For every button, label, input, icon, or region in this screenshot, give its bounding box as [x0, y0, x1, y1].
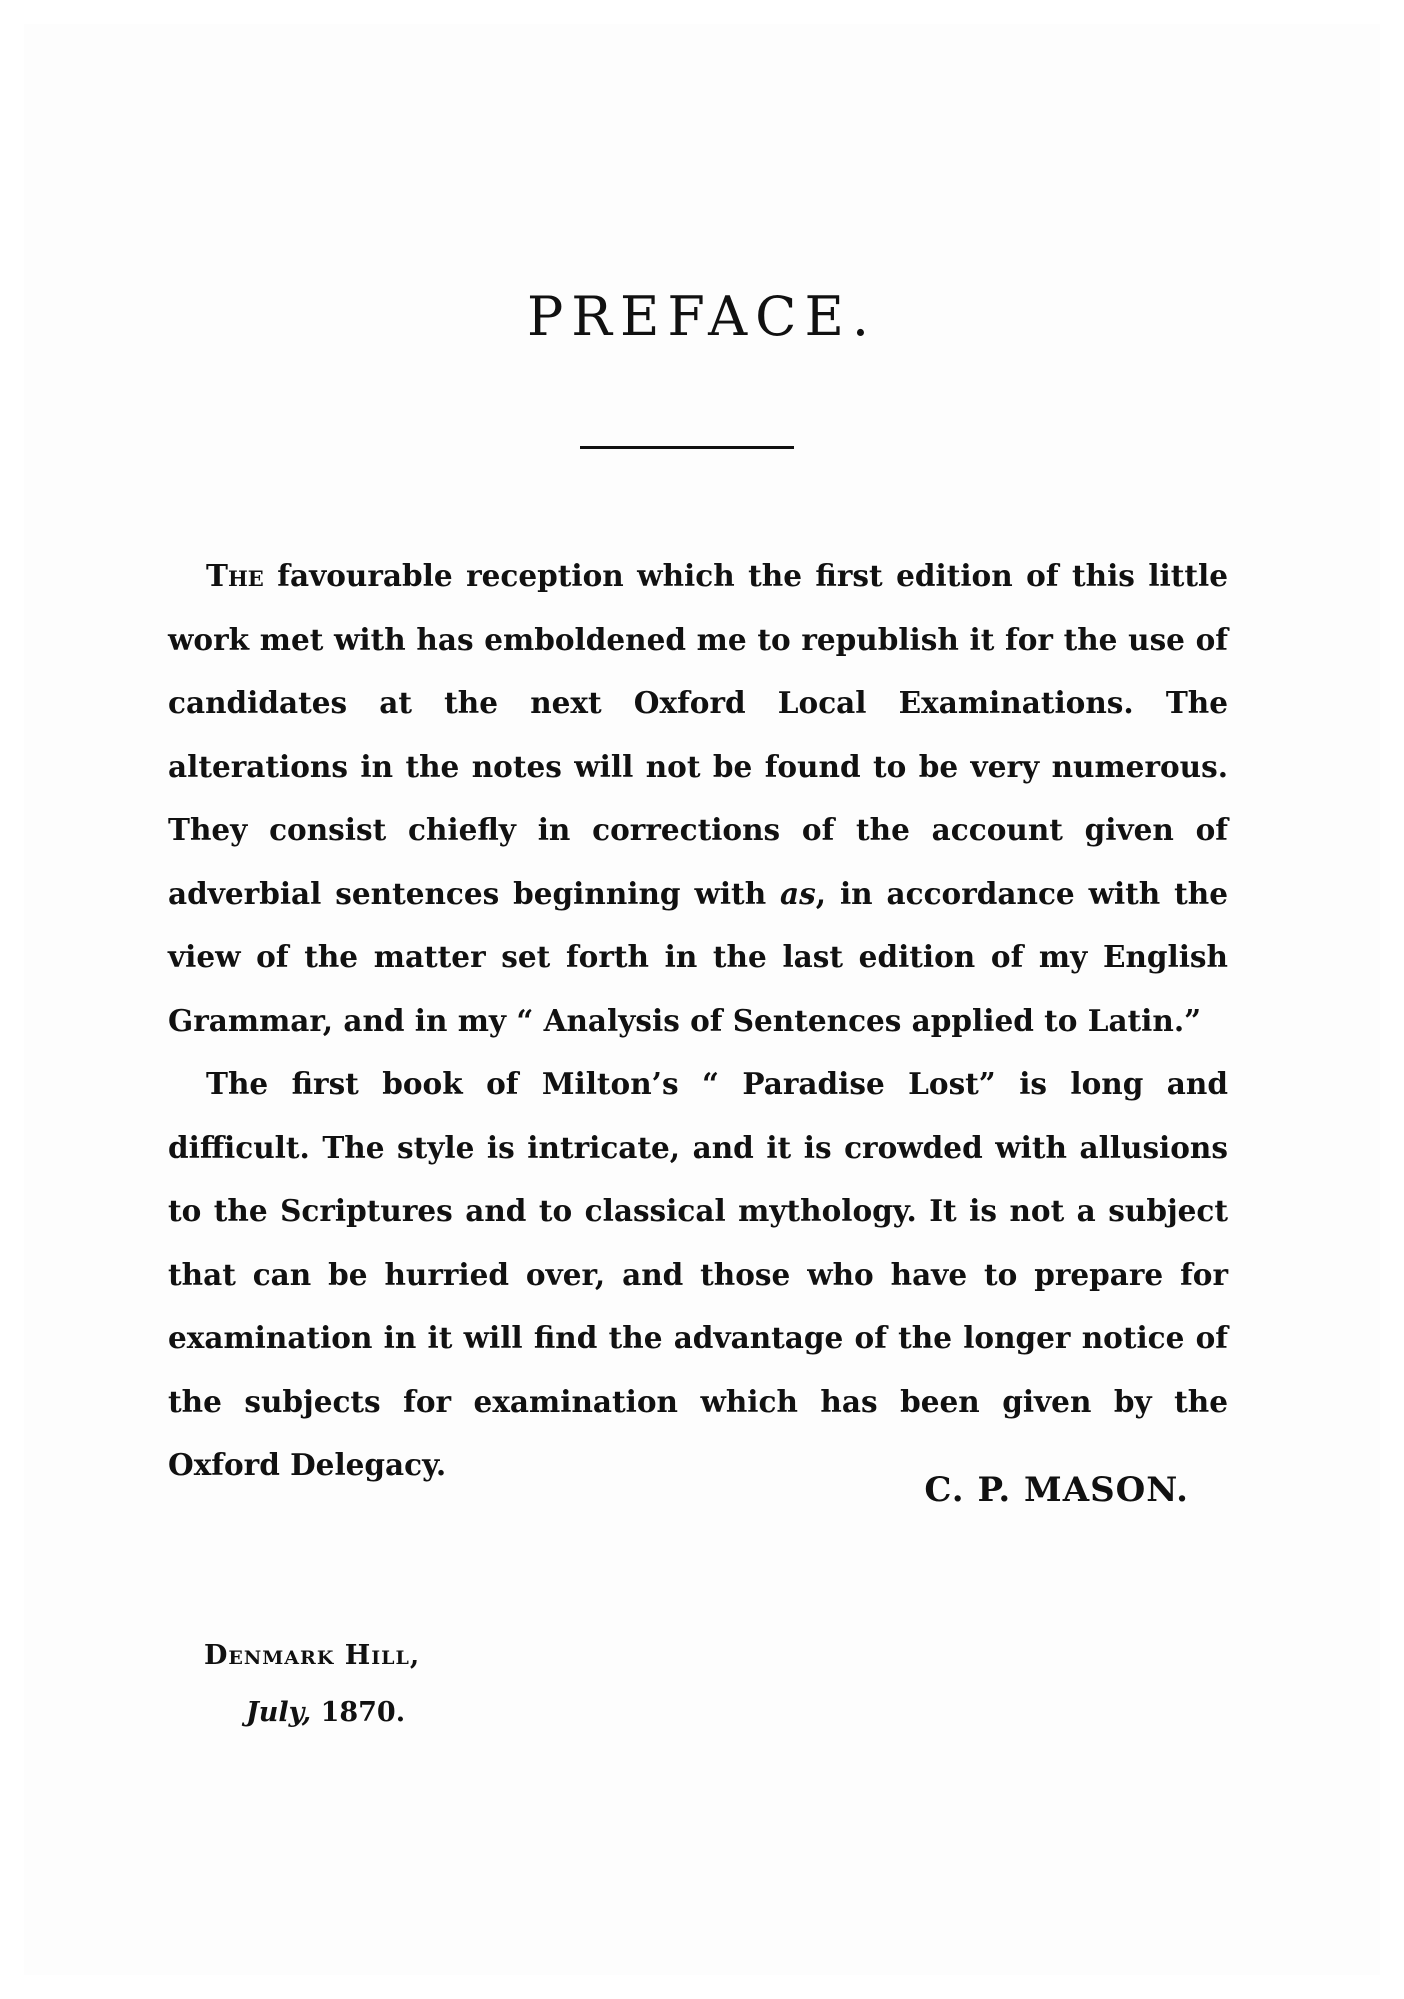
date-year: 1870. [311, 1697, 406, 1728]
page-title: PREFACE. [526, 285, 878, 348]
paragraph-1-text: favourable reception which the first edition of this little work met with has emboldened me to republish it for the use of candidates at the next Oxford Local Examinations. The alterations in the notes will not be found to be very numerous. They consist chiefly in corrections of the account given of adverbial sentences beginning with [168, 558, 1228, 911]
paragraph-1 [168, 544, 1228, 1052]
preface-body [168, 544, 1228, 1497]
title-rule [580, 446, 794, 449]
author-signature: C. P. MASON. [924, 1470, 1189, 1510]
paragraph-1-emphasis: as [780, 875, 816, 911]
date-line [246, 1697, 405, 1728]
place-line: Denmark Hill, [204, 1640, 421, 1671]
paragraph-2: The first book of Milton’s “ Paradise Lost” is long and difficult. The style is intricate, and it is crowded with allusions to the Scriptures and to classical mythology. It is not a subject that can be hurried over, and those who have to prepare for examination in it will find the advantage of the longer notice of the subjects for examination which has been given by the Oxford Delegacy. [168, 1066, 1228, 1482]
paragraph-1-text-after: , in accordance with the view of the matter set forth in the last edition of my English Grammar, and in my “ Analysis of Sentences applied to Latin.” [168, 875, 1228, 1038]
paragraph-lead-in: The [206, 558, 264, 593]
date-month: July, [246, 1697, 312, 1728]
